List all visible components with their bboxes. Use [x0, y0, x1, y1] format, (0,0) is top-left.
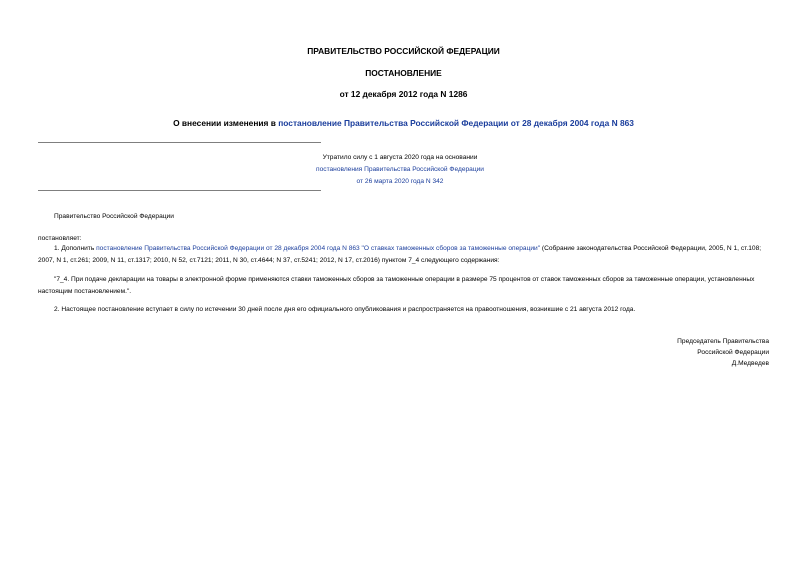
decrees-text: постановляет:	[38, 235, 82, 242]
note-top-divider	[38, 142, 321, 143]
document-title	[0, 118, 807, 128]
signature-organization: Российской Федерации	[697, 349, 769, 356]
document-title-prefix: О внесении изменения в	[173, 118, 279, 128]
item-1-paragraph	[38, 243, 770, 266]
item-1-prefix: 1. Дополнить	[54, 245, 97, 252]
amended-decree-link[interactable]: постановление Правительства Российской Федерации от 28 декабря 2004 года N 863	[278, 118, 634, 128]
decree-863-link[interactable]: постановление Правительства Российской Федерации от 28 декабря 2004 года N 863	[96, 245, 360, 252]
quote-paragraph	[38, 274, 770, 297]
item-2-paragraph	[38, 304, 770, 316]
status-note	[300, 152, 500, 188]
document-type-heading: ПОСТАНОВЛЕНИЕ	[365, 68, 442, 78]
repeal-decree-date-link[interactable]: от 26 марта 2020 года N 342	[356, 178, 444, 185]
status-note-line1: Утратило силу с 1 августа 2020 года на основании	[322, 154, 478, 161]
government-heading: ПРАВИТЕЛЬСТВО РОССИЙСКОЙ ФЕДЕРАЦИИ	[307, 46, 500, 56]
note-bottom-divider	[38, 190, 321, 191]
quote-text: "7_4. При подаче декларации на товары в электронной форме применяются ставки таможенных сборов за таможенные операции в размере 75 процентов от ставок таможенных сборов за таможенные операции, установленных настоящим постановлением.".	[38, 276, 755, 295]
intro-paragraph	[38, 211, 770, 223]
item-2-text: 2. Настоящее постановление вступает в силу по истечении 30 дней после дня его официального опубликования и распространяется на правоотношения, возникшие с 21 августа 2012 года.	[54, 306, 636, 313]
signature-position: Председатель Правительства	[677, 338, 769, 345]
signatory-name: Д.Медведев	[731, 360, 769, 367]
intro-text: Правительство Российской Федерации	[54, 213, 174, 220]
document-date-number: от 12 декабря 2012 года N 1286	[339, 89, 468, 99]
customs-fees-decree-link[interactable]: "О ставках таможенных сборов за таможенные операции"	[361, 245, 541, 252]
signature-block	[677, 336, 769, 369]
item-1-suffix: (Собрание законодательства Российской Федерации, 2005, N 1, ст.108; 2007, N 1, ст.261; 2009, N 11, ст.1317; 2010, N 52, ст.7121; 2011, N 30, ст.4644; N 37, ст.5241; 2012, N 17, ст.2016) пунктом 7_4 следующего содержания:	[38, 245, 762, 264]
repeal-decree-link[interactable]: постановления Правительства Российской Федерации	[316, 166, 484, 173]
